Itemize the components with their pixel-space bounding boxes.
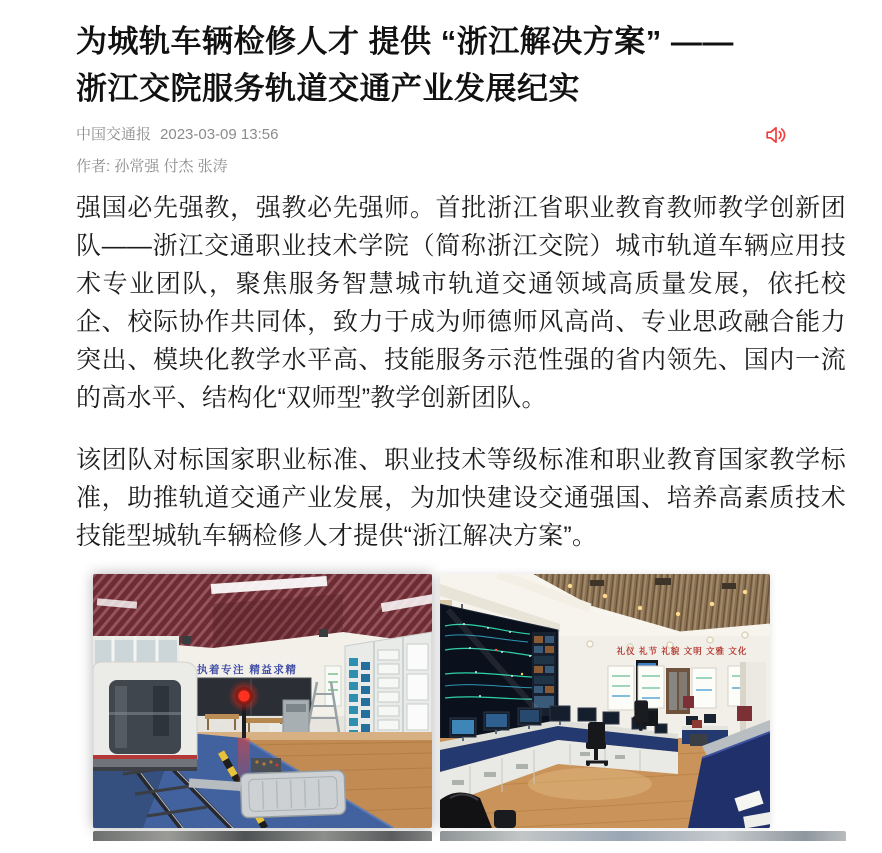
battery-box xyxy=(240,770,345,818)
article-paragraph-1: 强国必先强教，强教必先强师。首批浙江省职业教育教师教学创新团队——浙江交通职业技术学院（简称浙江交院）城市轨道车辆应用技术专业团队，聚焦服务智慧城市轨道交通领域高质量发展，依托校企、校际协作共同体，致力于成为师德师风高尚、专业思政融合能力突出、模块化教学水平高、技能服务示范性强的省内领先、国内一流的高水平、结构化“双师型”教学创新团队。 xyxy=(76,194,846,412)
next-photo-row-sliver xyxy=(93,831,846,841)
train-red-stripe xyxy=(93,755,197,759)
next-photo-sliver-right xyxy=(440,831,846,841)
speaker-icon xyxy=(765,125,787,145)
train-lab-illustration xyxy=(93,574,432,828)
article-title xyxy=(76,18,846,112)
read-aloud-button[interactable] xyxy=(764,124,788,146)
title-line-1: 为城轨车辆检修人才 提供 “浙江解决方案” —— xyxy=(76,24,734,59)
wall-speaker xyxy=(319,629,328,637)
control-center-lab-photo[interactable] xyxy=(440,574,770,828)
publish-datetime: 2023-03-09 13:56 xyxy=(160,126,279,143)
train-car-mockup xyxy=(93,662,197,771)
maroon-box xyxy=(683,696,694,708)
lab-banner-text: 执着专注 精益求精 xyxy=(197,664,298,676)
article-meta xyxy=(76,124,846,146)
source-name: 中国交通报 xyxy=(76,126,152,143)
article-page xyxy=(76,18,846,841)
photo-row xyxy=(93,574,846,828)
wall-slogan-text: 礼仪 礼节 礼貌 文明 文雅 文化 xyxy=(616,646,748,656)
train-maintenance-lab-photo[interactable] xyxy=(93,574,432,828)
next-photo-sliver-left xyxy=(93,831,432,841)
cctv-subscreens xyxy=(532,632,556,716)
control-room-illustration xyxy=(440,574,770,828)
author-line: 作者: 孙常强 付杰 张涛 xyxy=(76,158,228,175)
wall-speaker xyxy=(182,636,191,644)
title-line-2: 浙江交院服务轨道交通产业发展纪实 xyxy=(76,71,580,106)
maroon-box xyxy=(737,706,752,721)
article-paragraph-2: 该团队对标国家职业标准、职业技术等级标准和职业教育国家教学标准，助推轨道交通产业发展，为加快建设交通强国、培养高素质技术技能型城轨车辆检修人才提供“浙江解决方案”。 xyxy=(76,446,846,550)
electrical-parts xyxy=(251,758,281,772)
